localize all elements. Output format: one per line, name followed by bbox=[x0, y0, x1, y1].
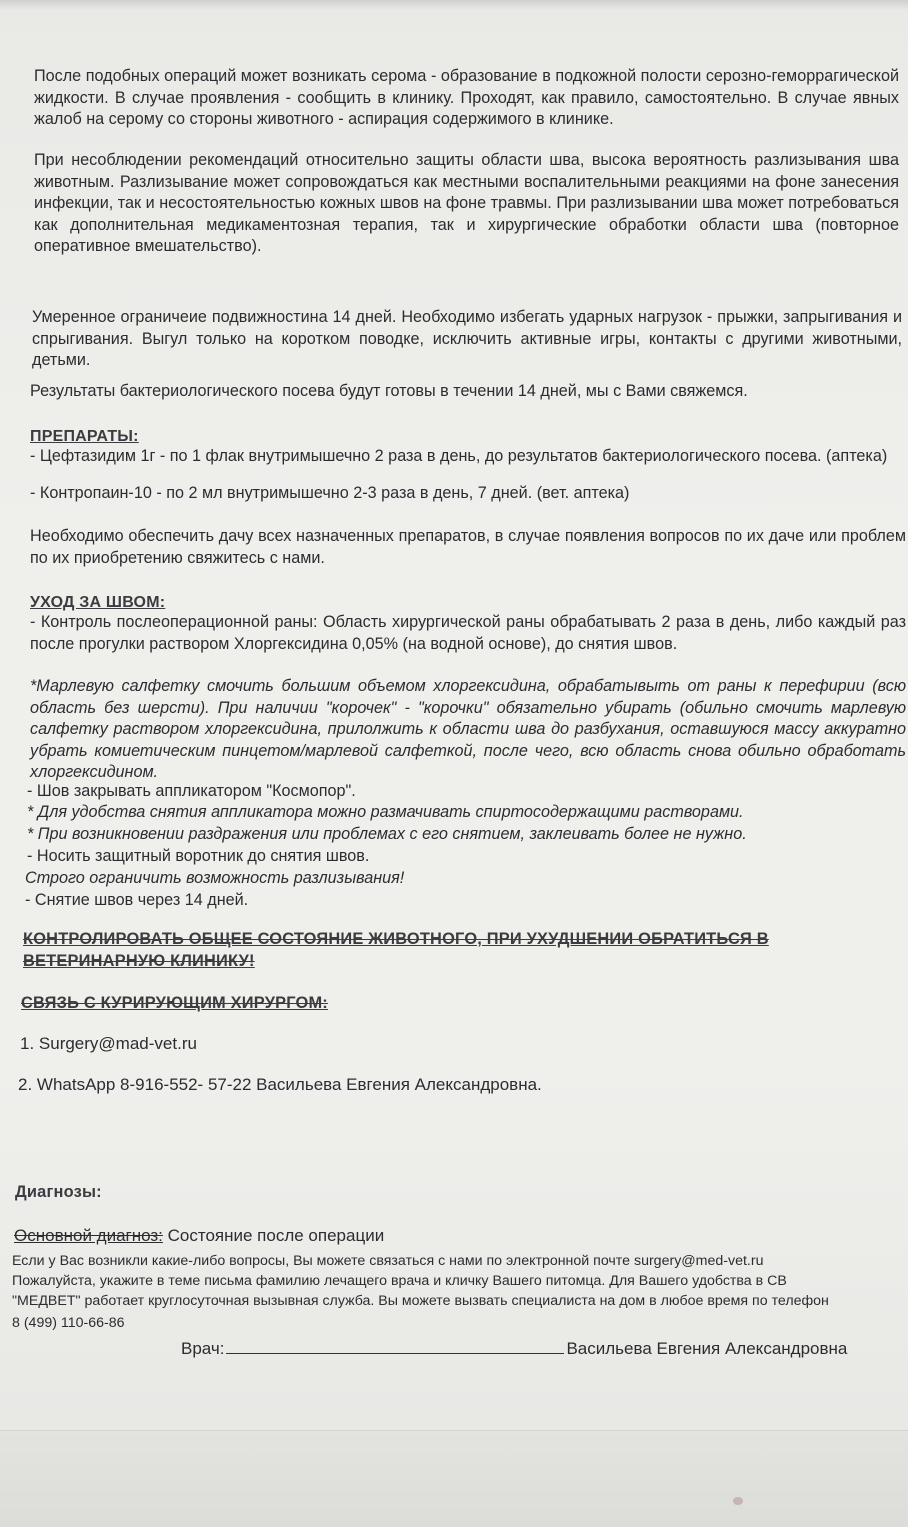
mobility-paragraph: Умеренное ограничеие подвижностина 14 дней. Необходимо избегать ударных нагрузок - прыжки, запрыгивания и спрыгивания. Выгул только на коротком поводке, исключить активные игры, контакты с другими животными, детьми. bbox=[32, 308, 902, 369]
care-removal-tip: * Для удобства снятия аппликатора можно размачивать спиртосодержащими растворами. bbox=[27, 803, 744, 821]
main-diagnosis-value: Состояние после операции bbox=[162, 1226, 385, 1245]
signature-line bbox=[226, 1339, 564, 1354]
drugs-heading: ПРЕПАРАТЫ: bbox=[30, 428, 139, 445]
seroma-paragraph: После подобных операций может возникать серома - образование в подкожной полости серозно-геморрагической жидкости. В случае проявления - сообщить в клинику. Проходят, как правило, самостоятельно. В случае явных жалоб на серому со стороны животного - аспирация содержимого в клинике. bbox=[34, 67, 899, 128]
warning-line-1: КОНТРОЛИРОВАТЬ ОБЩЕЕ СОСТОЯНИЕ ЖИВОТНОГО, ПРИ УХУДШЕНИИ ОБРАТИТЬСЯ В bbox=[23, 930, 769, 948]
footer-phone: 8 (499) 110-66-86 bbox=[12, 1315, 125, 1331]
paper-top-edge bbox=[0, 0, 908, 10]
paper-stain bbox=[733, 1497, 743, 1505]
contact-email: 1. Surgery@mad-vet.ru bbox=[20, 1034, 197, 1053]
bacteriology-paragraph: Результаты бактериологического посева будут готовы в течении 14 дней, мы с Вами свяжемся. bbox=[30, 382, 748, 400]
contact-whatsapp: 2. WhatsApp 8-916-552- 57-22 Васильева Евгения Александровна. bbox=[18, 1075, 542, 1094]
care-restrict-licking: Строго ограничить возможность разлизывания! bbox=[25, 869, 405, 887]
main-diagnosis-label: Основной диагноз: bbox=[14, 1226, 163, 1245]
diagnosis-heading: Диагнозы: bbox=[15, 1183, 102, 1201]
suture-protection-paragraph: При несоблюдении рекомендаций относительно защиты области шва, высока вероятность разлизывания шва животным. Разлизывание может сопровождаться как местными воспалительными реакциями на фоне занесения инфекции, так и несостоятельностью кожных швов на фоне травмы. При разлизывании шва может потребоваться как дополнительная медикаментозная терапия, так и хирургические обработки области шва (повторное оперативное вмешательство). bbox=[34, 151, 899, 255]
care-close-applicator: - Шов закрывать аппликатором "Космопор". bbox=[27, 782, 356, 800]
drugs-note: Необходимо обеспечить дачу всех назначенных препаратов, в случае появления вопросов по их даче или проблем по их приобретению свяжитесь с нами. bbox=[30, 527, 906, 567]
footer-line-3: "МЕДВЕТ" работает круглосуточная вызывная служба. Вы можете вызвать специалиста на дом в любое время по телефон bbox=[12, 1293, 829, 1309]
warning-line-2: ВЕТЕРИНАРНУЮ КЛИНИКУ! bbox=[23, 952, 255, 970]
care-collar: - Носить защитный воротник до снятия швов. bbox=[27, 847, 370, 865]
care-gauze-instructions: *Марлевую салфетку смочить большим объемом хлоргексидина, обрабатывыть от раны к перефирии (всю область без шерсти). При наличии "корочек" - "корочки" обязательно убирать (обильно смочить марлевую салфетку раствором хлоргексидина, прилолжить к области шва до разбухания, оставшуюся массу аккуратно убрать комиетическим пинцетом/марлевой салфеткой, после чего, всю область снова обильно обработать хлоргексидином. bbox=[30, 677, 906, 781]
drug-item-ceftazidime: - Цефтазидим 1г - по 1 флак внутримышечно 2 раза в день, до результатов бактериологического посева. (аптека) bbox=[30, 447, 888, 465]
care-suture-removal: - Снятие швов через 14 дней. bbox=[25, 891, 249, 909]
footer-line-1: Если у Вас возникли какие-либо вопросы, Вы можете связаться с нами по электронной почте surgery@med-vet.ru bbox=[12, 1253, 764, 1269]
drug-item-contropain: - Контропаин-10 - по 2 мл внутримышечно 2-3 раза в день, 7 дней. (вет. аптека) bbox=[30, 484, 630, 502]
doctor-signature bbox=[181, 1338, 847, 1360]
main-diagnosis bbox=[14, 1225, 384, 1247]
care-heading: УХОД ЗА ШВОМ: bbox=[30, 594, 166, 611]
contact-heading: СВЯЗЬ С КУРИРУЮЩИМ ХИРУРГОМ: bbox=[21, 994, 328, 1012]
paper-bottom-area bbox=[0, 1430, 908, 1527]
footer-line-2: Пожалуйста, укажите в теме письма фамилию лечащего врача и кличку Вашего питомца. Для Вашего удобства в СВ bbox=[12, 1273, 787, 1289]
care-irritation-note: * При возникновении раздражения или проблемах с его снятием, заклеивать более не нужно. bbox=[27, 825, 747, 843]
doctor-name: Васильева Евгения Александровна bbox=[566, 1339, 848, 1358]
care-wound-control: - Контроль послеоперационной раны: Область хирургической раны обрабатывать 2 раза в день, либо каждый раз после прогулки раствором Хлоргексидина 0,05% (на водной основе), до снятия швов. bbox=[30, 613, 906, 653]
doctor-label: Врач: bbox=[181, 1339, 225, 1358]
